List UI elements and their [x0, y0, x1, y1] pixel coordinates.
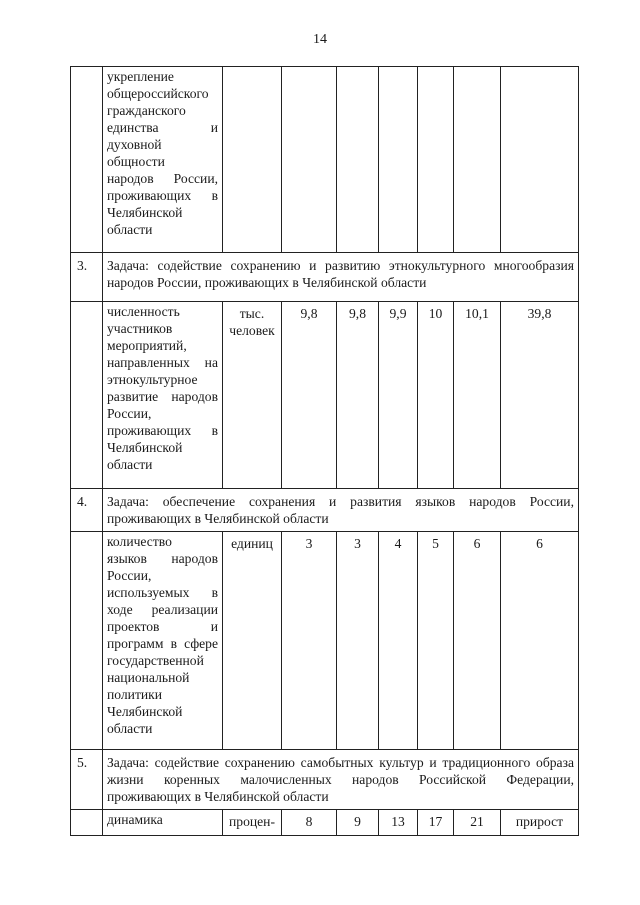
indicator-name-line: проживающих в	[107, 423, 218, 438]
indicator-value: 4	[379, 532, 418, 750]
indicator-value: 10	[418, 302, 454, 489]
indicator-value	[337, 67, 379, 253]
indicator-name-line: общероссийского	[107, 86, 209, 101]
table-body	[71, 67, 579, 836]
task-text: Задача: содействие сохранению и развитию этнокультурного многообразия народов России, проживающих в Челябинской области	[103, 253, 579, 302]
indicator-unit: процен-	[223, 810, 282, 836]
indicator-name-line: динамика	[107, 812, 163, 827]
task-text: Задача: обеспечение сохранения и развития языков народов России, проживающих в Челябинской области	[103, 489, 579, 532]
indicator-value: 3	[282, 532, 337, 750]
indicator-name-line: проектов и	[107, 619, 218, 634]
indicator-name-line: направленных на	[107, 355, 218, 370]
indicators-table	[70, 66, 579, 836]
indicator-name-line: программ в сфере	[107, 636, 218, 651]
indicator-name-line: России,	[107, 568, 152, 583]
indicator-unit: тыс. человек	[223, 302, 282, 489]
indicator-value: 6	[501, 532, 579, 750]
indicator-name-line: России,	[107, 406, 152, 421]
indicator-value: 21	[454, 810, 501, 836]
indicator-value: 6	[454, 532, 501, 750]
indicator-value	[379, 67, 418, 253]
indicator-name-line: народов России,	[107, 171, 218, 186]
indicator-name-line: национальной	[107, 670, 190, 685]
indicator-value: 13	[379, 810, 418, 836]
indicator-name-line: области	[107, 721, 153, 736]
indicator-value: 9,8	[337, 302, 379, 489]
indicator-name-line: используемых в	[107, 585, 218, 600]
indicator-name-line: Челябинской	[107, 205, 183, 220]
indicator-name-line: Челябинской	[107, 704, 183, 719]
indicator-value: прирост	[501, 810, 579, 836]
task-row	[71, 253, 579, 302]
task-text: Задача: содействие сохранению самобытных культур и традиционного образа жизни коренных малочисленных народов Российской Федерации, проживающих в Челябинской области	[103, 750, 579, 810]
indicator-value	[418, 67, 454, 253]
indicator-value: 17	[418, 810, 454, 836]
indicator-name-line: области	[107, 457, 153, 472]
row-index-cell	[71, 810, 103, 836]
task-row	[71, 489, 579, 532]
indicator-value: 39,8	[501, 302, 579, 489]
indicator-value: 9	[337, 810, 379, 836]
indicator-name	[103, 810, 223, 836]
indicator-name-line: единства и	[107, 120, 218, 135]
indicator-name-line: гражданского	[107, 103, 186, 118]
indicator-name-line: государственной	[107, 653, 204, 668]
indicator-name-line: мероприятий,	[107, 338, 187, 353]
row-index-cell	[71, 302, 103, 489]
indicator-value: 3	[337, 532, 379, 750]
indicator-value: 9,8	[282, 302, 337, 489]
indicator-name-line: укрепление	[107, 69, 174, 84]
indicator-name-line: количество	[107, 534, 172, 549]
indicator-unit	[223, 67, 282, 253]
indicator-name	[103, 67, 223, 253]
indicator-name	[103, 302, 223, 489]
indicator-row	[71, 302, 579, 489]
indicator-value	[501, 67, 579, 253]
indicator-name-line: ходе реализации	[107, 602, 218, 617]
task-index: 4.	[71, 489, 103, 532]
indicator-value: 5	[418, 532, 454, 750]
indicator-name	[103, 532, 223, 750]
task-index: 5.	[71, 750, 103, 810]
indicator-row	[71, 532, 579, 750]
indicator-value	[454, 67, 501, 253]
indicator-value: 9,9	[379, 302, 418, 489]
indicator-row	[71, 67, 579, 253]
indicator-row	[71, 810, 579, 836]
task-index: 3.	[71, 253, 103, 302]
page-number: 14	[313, 32, 327, 47]
task-row	[71, 750, 579, 810]
indicator-name-line: численность	[107, 304, 180, 319]
indicator-value	[282, 67, 337, 253]
row-index-cell	[71, 532, 103, 750]
indicator-name-line: языков народов	[107, 551, 218, 566]
indicator-name-line: области	[107, 222, 153, 237]
indicator-name-line: духовной	[107, 137, 162, 152]
indicator-value: 10,1	[454, 302, 501, 489]
row-index-cell	[71, 67, 103, 253]
indicator-value: 8	[282, 810, 337, 836]
indicator-name-line: участников	[107, 321, 173, 336]
indicator-name-line: этнокультурное	[107, 372, 198, 387]
indicator-name-line: общности	[107, 154, 165, 169]
indicator-name-line: развитие народов	[107, 389, 218, 404]
indicator-name-line: проживающих в	[107, 188, 218, 203]
indicator-name-line: политики	[107, 687, 163, 702]
indicator-name-line: Челябинской	[107, 440, 183, 455]
indicator-unit: единиц	[223, 532, 282, 750]
